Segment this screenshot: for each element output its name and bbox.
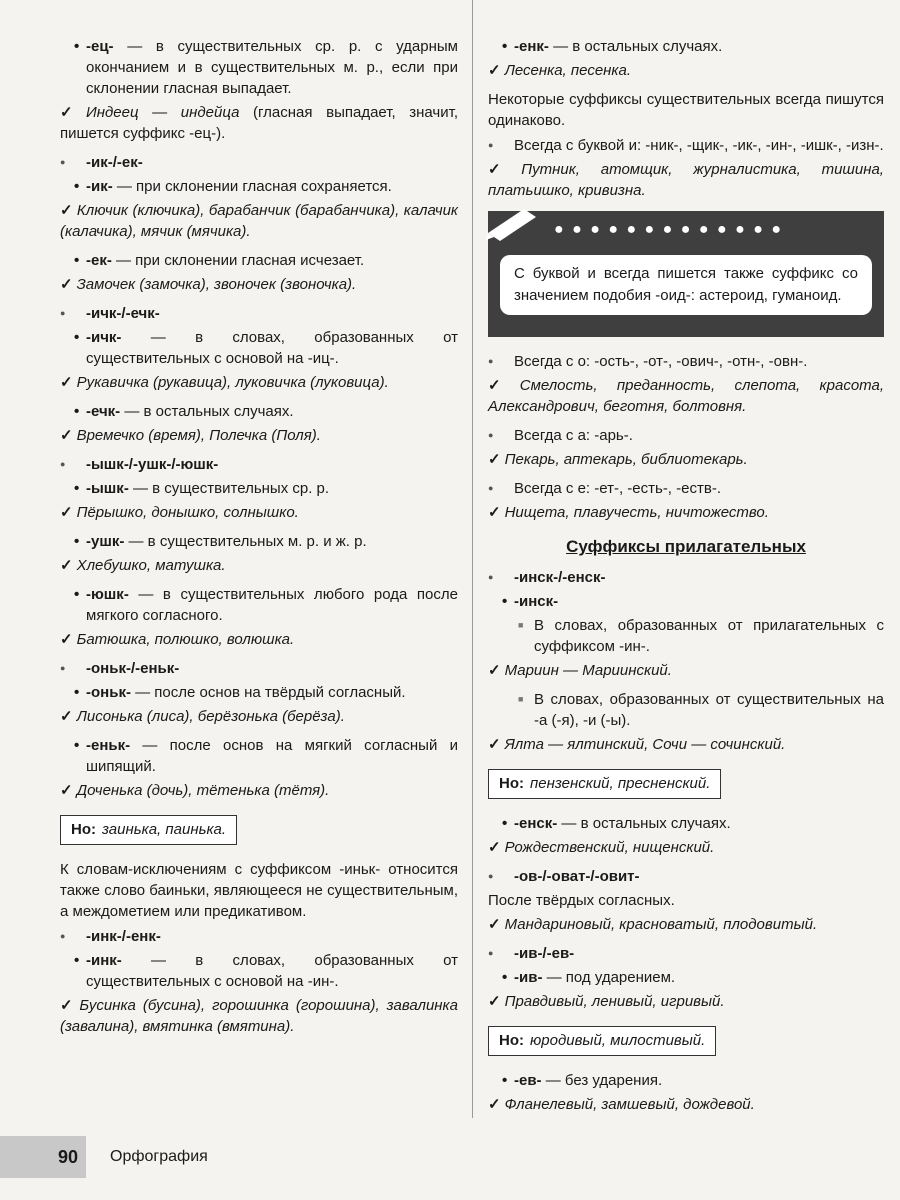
example [488,734,884,755]
example-text: Мандариновый, красноватый, плодовитый. [504,916,818,933]
example [60,425,458,446]
check-icon: ✓ [60,782,73,799]
suffix-group: ● -оньк-/-еньк- [60,658,458,679]
suffix-group: ● -инск-/-енск- [488,567,884,588]
rule-text: — после основ на мягкий согласный и шипящий. [86,737,458,775]
suffix-group: ● -ышк-/-ушк-/-юшк- [60,454,458,475]
sub-rule: ■ В словах, образованных от существительных на -а (-я), -и (-ы). [488,689,884,731]
rule-always: ● Всегда с а: -арь-. [488,425,884,446]
page-number: 90 [0,1136,86,1178]
example-text: Хлебушко, матушка. [76,557,226,574]
suffix-group: ● -инк-/-енк- [60,926,458,947]
example [60,629,458,650]
rule-text: — в словах, образованных от существительных с основой на -ин-. [86,952,458,990]
rule-item [488,813,884,834]
example [488,1094,884,1115]
rule-item [60,36,458,99]
suffix-label: -ец- [86,38,114,55]
check-icon: ✓ [488,839,501,856]
suffix-label: -ив- [514,969,543,986]
check-icon: ✓ [60,276,73,293]
suffix-label: -ев- [514,1072,542,1089]
example-text: Путник, атомщик, журналистика, тишина, платьишко, кривизна. [488,161,884,199]
rule-text: — в существительных м. р. и ж. р. [124,533,367,550]
paragraph: После твёрдых согласных. [488,892,675,909]
suffix-group: ● -ичк-/-ечк- [60,303,458,324]
check-icon: ✓ [488,662,501,679]
example-text: Времечко (время), Полечка (Поля). [76,427,321,444]
exception-text: юродивый, милостивый. [530,1032,706,1049]
rule-text: — в существительных ср. р. [128,480,330,497]
rule-text: — после основ на твёрдый согласный. [130,684,406,701]
example [60,274,458,295]
rule-always: ● Всегда с буквой и: -ник-, -щик-, -ик-, -ин-, -ишк-, -изн-. [488,135,884,156]
right-top-section [488,36,884,201]
example [488,375,884,417]
example-text: Мариин — Мариинский. [504,662,672,679]
rule-item [60,950,458,992]
example [488,60,884,81]
paragraph: К словам-исключениям с суффиксом -иньк- относится также слово баиньки, являющееся не существительным, а междометием или предикативом. [60,861,458,920]
check-icon: ✓ [60,374,73,391]
example [60,995,458,1037]
suffix-label: -ышк- [86,480,129,497]
example [488,159,884,201]
example-text: Доченька (дочь), тётенька (тётя). [76,782,330,799]
example-text: Замочек (замочка), звоночек (звоночка). [76,276,357,293]
check-icon: ✓ [60,504,73,521]
rule-text: — в словах, образованных от существительных с основой на -иц-. [86,329,458,367]
rule-text: — без ударения. [541,1072,663,1089]
rule-text: — под ударением. [542,969,676,986]
suffix-label: -инк- [86,952,122,969]
section-heading: Суффиксы прилагательных [566,537,806,556]
callout-text: С буквой и всегда пишется также суффикс со значением подобия -оид-: астероид, гуманоид. [500,255,872,315]
exception-box [60,815,237,845]
example-text: Рождественский, нищенский. [504,839,715,856]
rule-text: — в остальных случаях. [120,403,294,420]
suffix-label: -ек- [86,252,112,269]
suffix-label: -оньк- [86,684,131,701]
column-divider [472,0,473,1118]
example-text: Рукавичка (рукавица), луковичка (луковица). [76,374,389,391]
example [60,502,458,523]
rule-always: ● Всегда с е: -ет-, -есть-, -еств-. [488,478,884,499]
example-text: Батюшка, полюшко, волюшка. [76,631,295,648]
rule-text: — в существительных ср. р. с ударным окончанием и в существительных м. р., если при склонении гласная выпадает. [86,38,458,97]
suffix-label: -юшк- [86,586,129,603]
sub-rule: ■ В словах, образованных от прилагательных с суффиксом -ин-. [488,615,884,657]
example-note: (гласная выпадает, значит, пишется суффикс -ец-). [60,104,458,142]
rule-item [488,1070,884,1091]
check-icon: ✓ [488,916,501,933]
exception-box [488,769,721,799]
check-icon: ✓ [60,202,73,219]
paragraph: Некоторые суффиксы существительных всегда пишутся одинаково. [488,91,884,129]
left-column [60,36,458,1045]
note-callout [488,211,884,337]
check-icon: ✓ [60,631,73,648]
example [488,660,884,681]
suffix-label: -еньк- [86,737,131,754]
example [488,502,884,523]
suffix-group: ● -ов-/-оват-/-овит- [488,866,884,887]
check-icon: ✓ [60,708,73,725]
rule-text: — при склонении гласная сохраняется. [112,178,392,195]
rule-text: — при склонении гласная исчезает. [111,252,365,269]
check-icon: ✓ [488,62,501,79]
example-text: Нищета, плавучесть, ничтожество. [504,504,769,521]
exception-text: пензенский, пресненский. [530,775,711,792]
example-text: Ялта — ялтинский, Сочи — сочинский. [504,736,786,753]
suffix-label: -енск- [514,815,558,832]
check-icon: ✓ [488,1096,501,1113]
check-icon: ✓ [488,504,501,521]
exception-label: Но: [499,1032,524,1049]
check-icon: ✓ [60,427,73,444]
check-icon: ✓ [60,104,83,121]
right-middle-section [488,351,884,523]
rule-item [60,478,458,499]
example-text: Пёрышко, донышко, солнышко. [76,504,299,521]
example-text: Ключик (ключика), барабанчик (барабанчика), калачик (калачика), мячик (мячика). [60,202,459,240]
example-text: Смелость, преданность, слепота, красота, Александрович, беготня, болтовня. [488,377,884,415]
exception-label: Но: [499,775,524,792]
rule-item [60,531,458,552]
rule-item [60,682,458,703]
check-icon: ✓ [60,997,76,1014]
rule-item [488,967,884,988]
example-text: Пекарь, аптекарь, библиотекарь. [504,451,748,468]
exception-label: Но: [71,821,96,838]
check-icon: ✓ [488,161,518,178]
suffix-label: -ичк- [86,329,122,346]
pencil-icon [484,203,542,241]
example [488,449,884,470]
example-text: Лесенка, песенка. [504,62,632,79]
rule-item [488,36,884,57]
rule-item [60,250,458,271]
example [60,780,458,801]
example-text: Индеец — индейца [86,104,240,121]
suffix-label: -ечк- [86,403,121,420]
exception-text: заинька, паинька. [102,821,227,838]
right-column [488,36,884,1123]
example [60,200,458,242]
rule-item [60,401,458,422]
example-text: Бусинка (бусина), горошинка (горошина), завалинка (завалина), вмятинка (вмятина). [60,997,458,1035]
example-text: Лисонька (лиса), берёзонька (берёза). [76,708,345,725]
example [488,991,884,1012]
check-icon: ✓ [488,736,501,753]
example-text: Фланелевый, замшевый, дождевой. [504,1096,755,1113]
suffix-group: ● -ив-/-ев- [488,943,884,964]
footer-section-title: Орфография [110,1148,208,1165]
rule-item [60,735,458,777]
example [60,555,458,576]
right-bottom-section [488,567,884,1115]
check-icon: ✓ [488,377,516,394]
decorative-dots: ● ● ● ● ● ● ● ● ● ● ● ● ● [554,221,783,238]
rule-text: — в остальных случаях. [557,815,731,832]
example [60,102,458,144]
example [488,837,884,858]
suffix-group: ● -ик-/-ек- [60,152,458,173]
suffix-label: • -инск- [488,591,884,612]
rule-item [60,584,458,626]
rule-item [60,327,458,369]
exception-box [488,1026,716,1056]
rule-text: — в существительных любого рода после мягкого согласного. [86,586,458,624]
suffix-label: -ик- [86,178,113,195]
check-icon: ✓ [488,993,501,1010]
suffix-label: -енк- [514,38,549,55]
check-icon: ✓ [60,557,73,574]
rule-item [60,176,458,197]
example [60,706,458,727]
check-icon: ✓ [488,451,501,468]
example-text: Правдивый, ленивый, игривый. [504,993,725,1010]
rule-text: — в остальных случаях. [548,38,723,55]
example [60,372,458,393]
example [488,914,884,935]
rule-always: ● Всегда с о: -ость-, -от-, -ович-, -отн-, -овн-. [488,351,884,372]
suffix-label: -ушк- [86,533,125,550]
